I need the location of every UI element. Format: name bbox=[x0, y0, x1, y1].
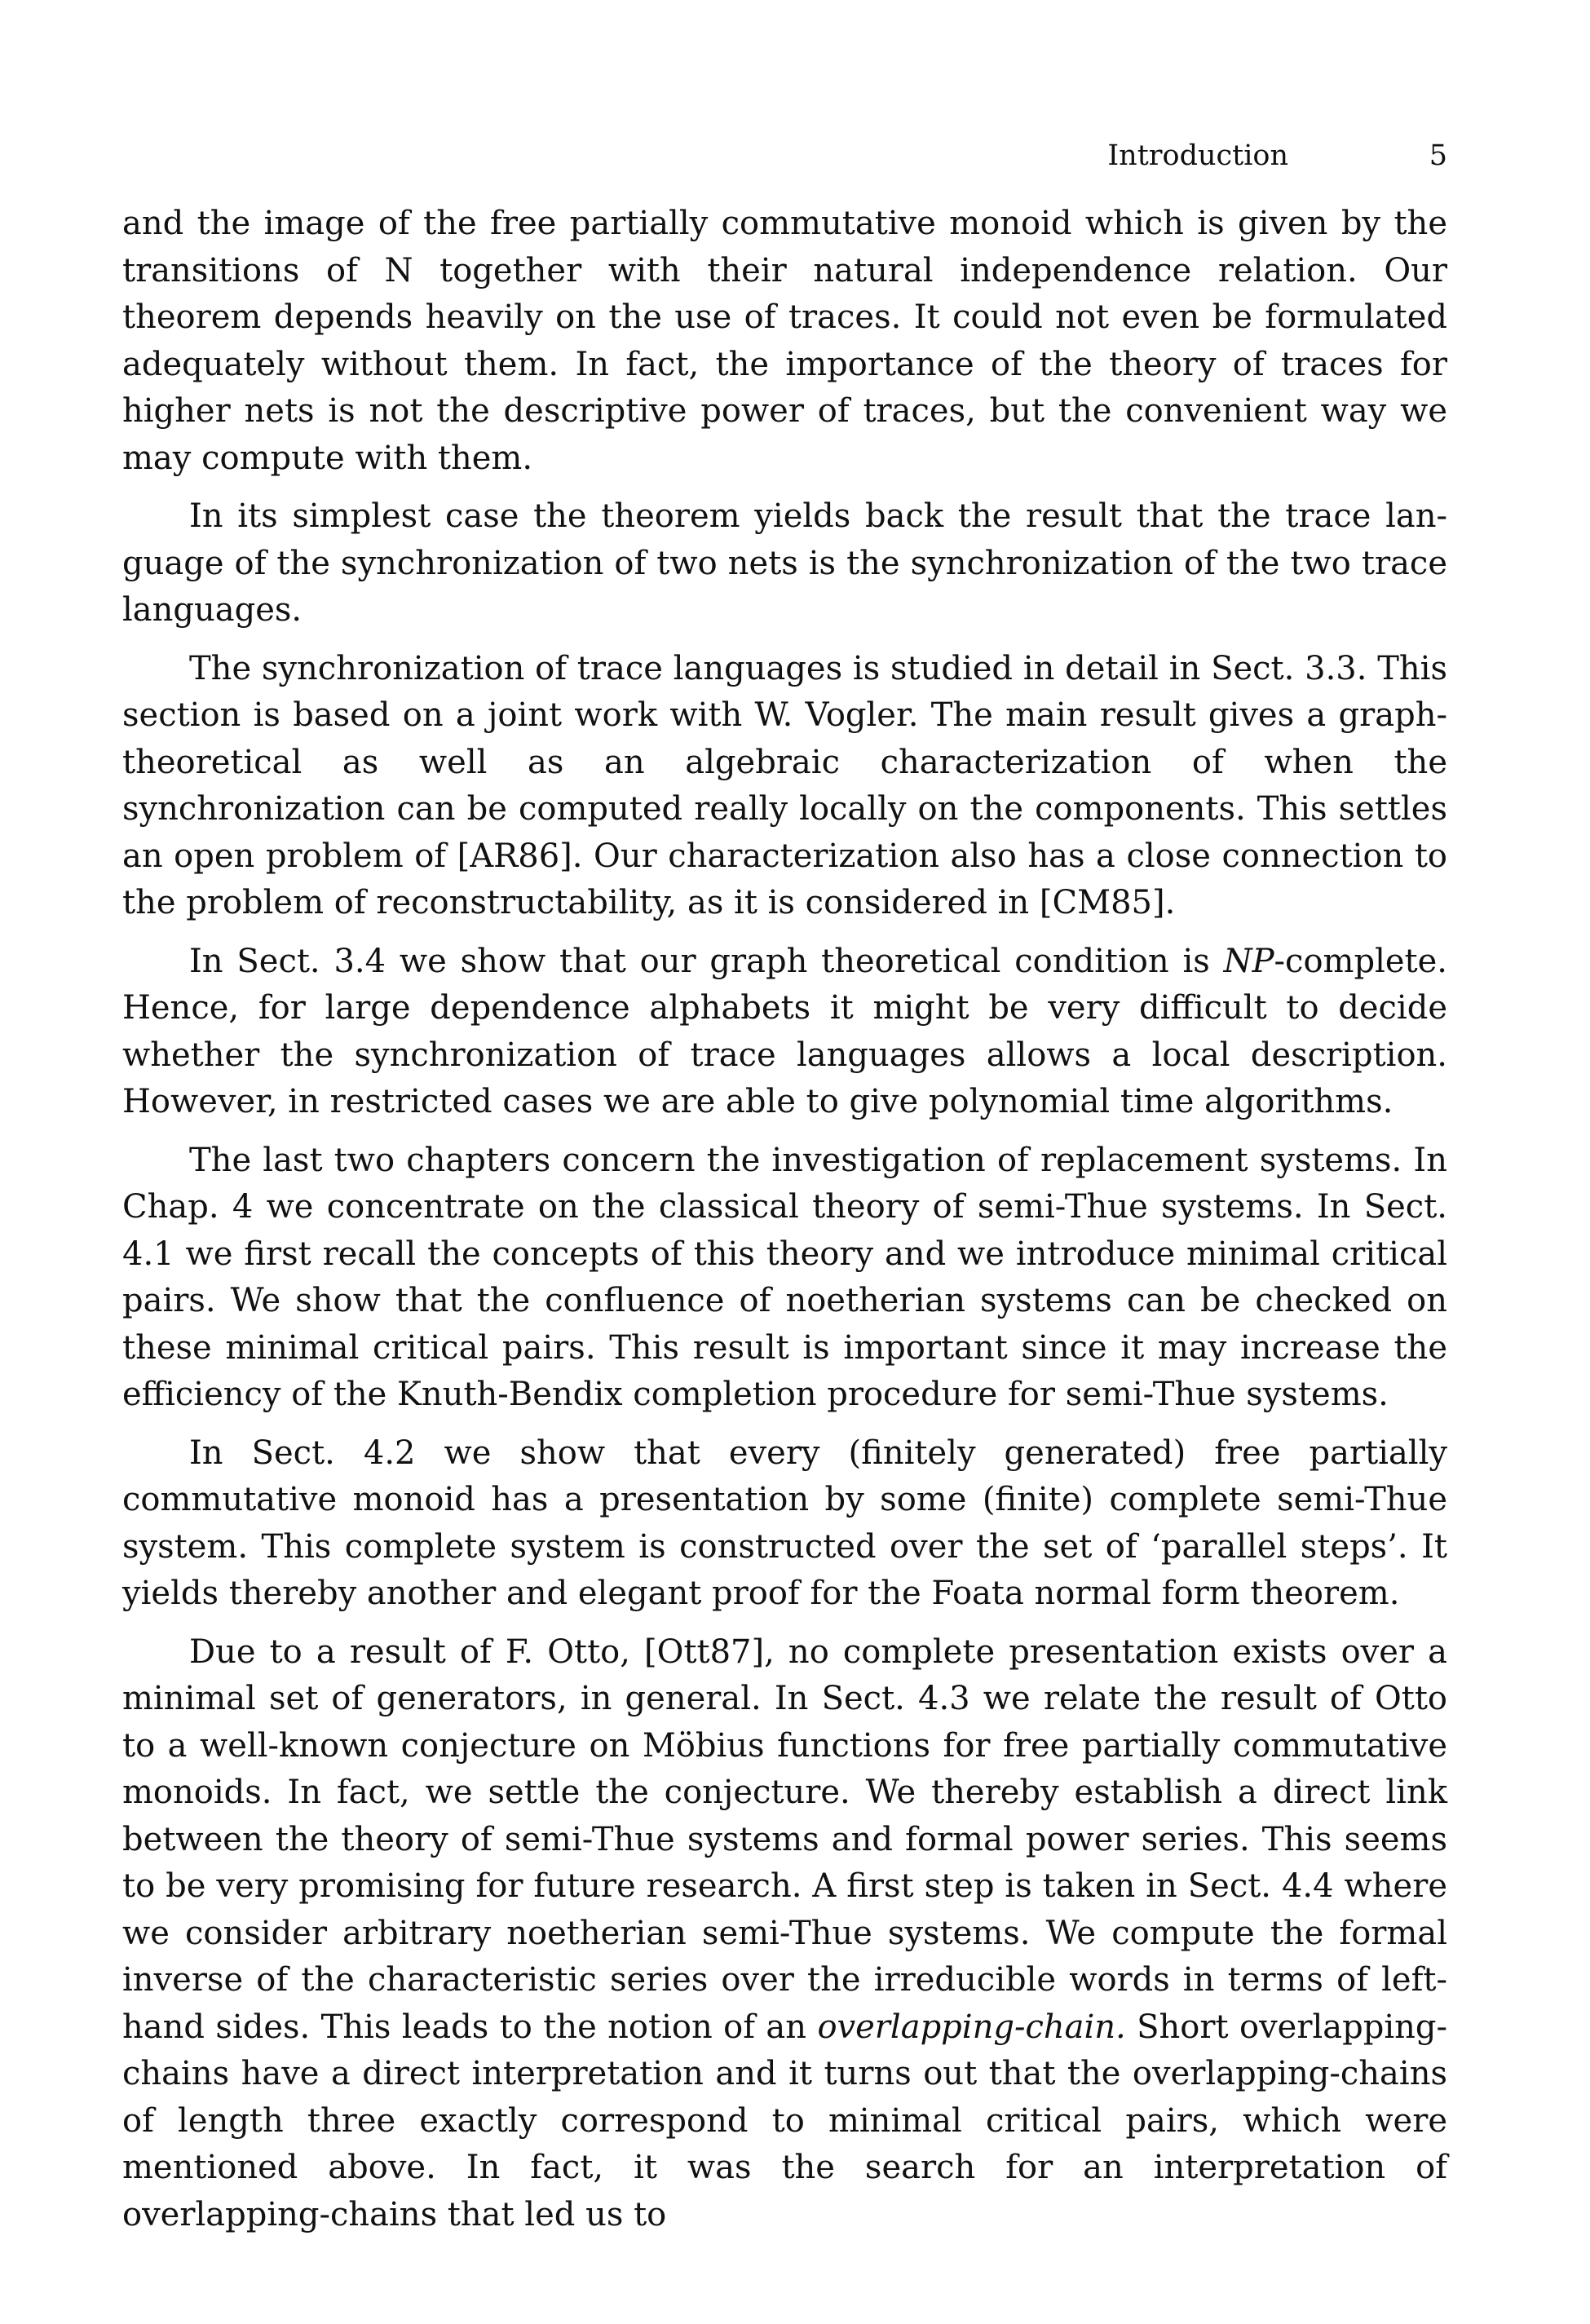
paragraph-text: The synchronization of trace languages is studied in detail in Sect. 3.3. This section is based on a joint work with W. Vogler. The main result gives a graph-theoretical as well as an algebraic characterization of when the synchronization can be computed really locally on the components. This settles an open problem of [AR86]. Our characterization also has a close connection to the problem of reconstructability, as it is considered in [CM85]. bbox=[122, 649, 1447, 921]
paragraph-text: and the image of the free partially commutative monoid which is given by the transitions of N together with their natural independence relation. Our theorem depends heavily on the use of traces. It could not even be formulated adequately without them. In fact, the importance of the theory of traces for higher nets is not the descriptive power of traces, but the convenient way we may compute with them. bbox=[122, 205, 1447, 477]
paragraph-text-before: Due to a result of F. Otto, [Ott87], no complete presentation exists over a minimal set of generators, in general. In Sect. 4.3 we relate the result of Otto to a well-known conjecture on Möbius functions for free partially commutative monoids. In fact, we settle the conjecture. We thereby establish a direct link between the theory of semi-Thue systems and formal power series. This seems to be very promising for future research. A first step is taken in Sect. 4.4 where we consider arbitrary noetherian semi-Thue systems. We compute the formal inverse of the characteristic series over the irreducible words in terms of left-hand sides. This leads to the notion of an bbox=[122, 1633, 1447, 2046]
page-number: 5 bbox=[1429, 139, 1447, 172]
paragraph-otto bbox=[122, 1629, 1447, 2239]
paragraph-text-after: -complete. Hence, for large dependence alphabets it might be very difficult to decide whether the synchronization of trace languages allows a local description. However, in restricted cases we are able to give polynomial time algorithms. bbox=[122, 942, 1447, 1120]
paragraph-text: In its simplest case the theorem yields back the result that the trace language of the synchronization of two nets is the synchronization of the two trace languages. bbox=[122, 497, 1447, 629]
paragraph-sect-4-2 bbox=[122, 1430, 1447, 1618]
paragraph-continuation bbox=[122, 201, 1447, 482]
paragraph-italic-overlapping-chain: overlapping-chain. bbox=[817, 2008, 1126, 2046]
paragraph-text-before: In Sect. 3.4 we show that our graph theoretical condition is bbox=[189, 942, 1224, 980]
paragraph-synchronization bbox=[122, 646, 1447, 927]
running-head bbox=[122, 135, 1447, 176]
body-text bbox=[122, 201, 1447, 2238]
paragraph-np-complete bbox=[122, 939, 1447, 1126]
paragraph-simplest-case bbox=[122, 493, 1447, 634]
paragraph-replacement-systems bbox=[122, 1138, 1447, 1419]
paragraph-text-after: Short overlapping-chains have a direct interpretation and it turns out that the overlapping-chains of length three exactly correspond to minimal critical pairs, which were mentioned above. In fact, it was the search for an interpretation of overlapping-chains that led us to bbox=[122, 2008, 1448, 2233]
paragraph-text: The last two chapters concern the investigation of replacement systems. In Chap. 4 we concentrate on the classical theory of semi-Thue systems. In Sect. 4.1 we first recall the concepts of this theory and we introduce minimal critical pairs. We show that the confluence of noetherian systems can be checked on these minimal critical pairs. This result is important since it may increase the efficiency of the Knuth-Bendix completion procedure for semi-Thue systems. bbox=[122, 1141, 1447, 1413]
paragraph-text: In Sect. 4.2 we show that every (finitely generated) free partially commutative monoid has a presentation by some (finite) complete semi-Thue system. This complete system is constructed over the set of ‘parallel steps’. It yields thereby another and elegant proof for the Foata normal form theorem. bbox=[122, 1434, 1447, 1612]
running-title: Introduction bbox=[1107, 139, 1288, 172]
paragraph-italic-np: NP bbox=[1223, 942, 1274, 980]
